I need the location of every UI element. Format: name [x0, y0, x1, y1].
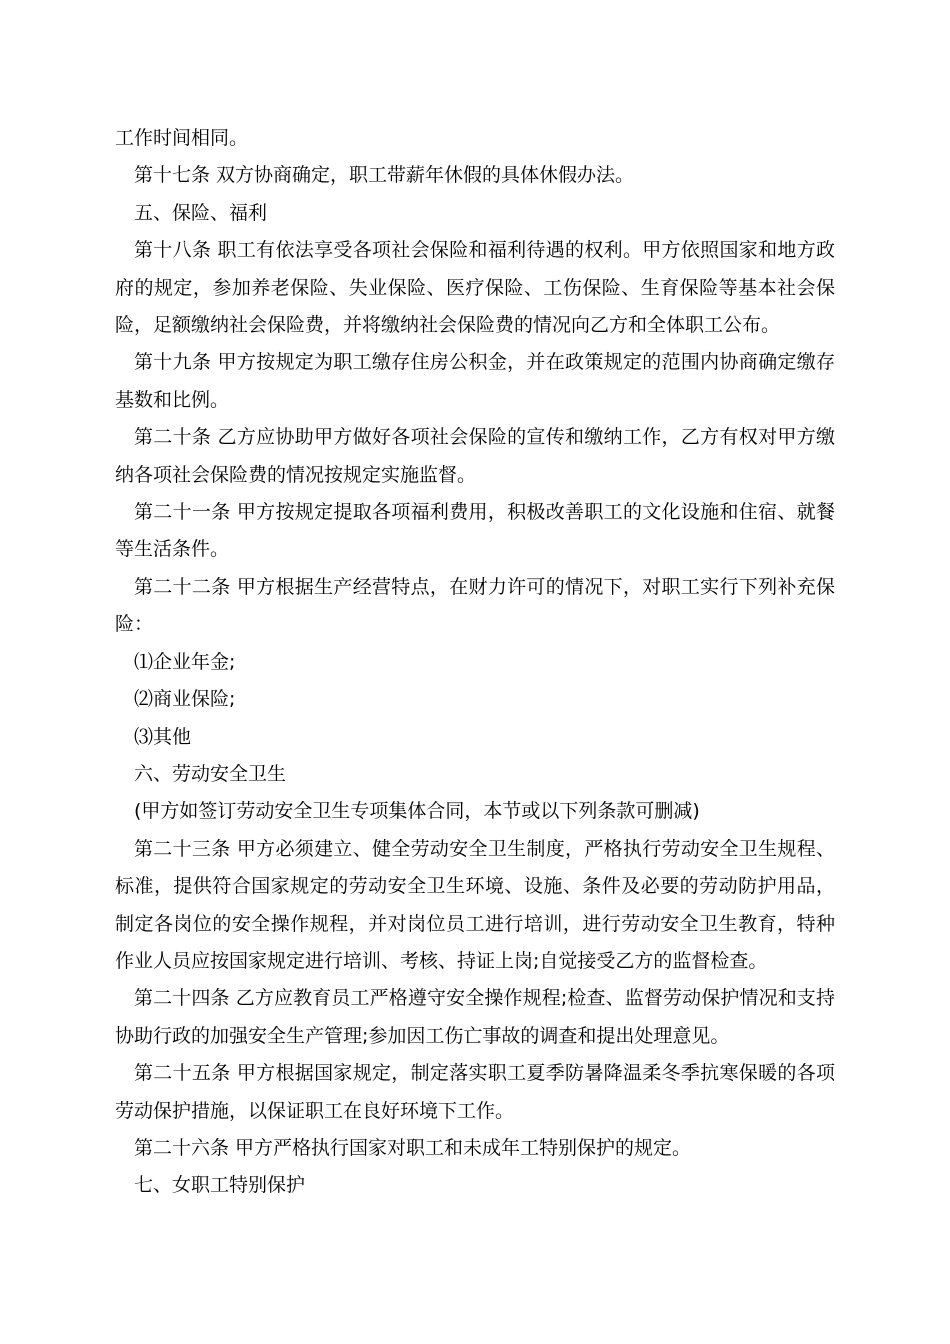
- list-item-1: ⑴企业年金;: [134, 650, 236, 673]
- article-18: 第十八条 职工有依法享受各项社会保险和福利待遇的权利。甲方依照国家和地方政府的规定，参加养老保险、失业保险、医疗保险、工伤保险、生育保险等基本社会保险，足额缴纳社会保险费，并将缴纳社会保险费的情况向乙方和全体职工公布。: [115, 239, 835, 337]
- article-25: 第二十五条 甲方根据国家规定，制定落实职工夏季防暑降温柔冬季抗寒保暖的各项劳动保护措施，以保证职工在良好环境下工作。: [115, 1062, 835, 1122]
- article-26: 第二十六条 甲方严格执行国家对职工和未成年工特别保护的规定。: [134, 1136, 692, 1159]
- section-note: (甲方如签订劳动安全卫生专项集体合同，本节或以下列条款可删减): [134, 800, 700, 823]
- paragraph-continuation: 工作时间相同。: [115, 127, 249, 149]
- article-19: 第十九条 甲方按规定为职工缴存住房公积金，并在政策规定的范围内协商确定缴存基数和比例。: [115, 351, 835, 411]
- article-22: 第二十二条 甲方根据生产经营特点，在财力许可的情况下，对职工实行下列补充保险：: [115, 575, 835, 636]
- section-heading-labor-safety: 六、劳动安全卫生: [134, 762, 287, 785]
- list-item-3: ⑶其他: [134, 725, 192, 748]
- article-23: 第二十三条 甲方必须建立、健全劳动安全卫生制度，严格执行劳动安全卫生规程、标准，提供符合国家规定的劳动安全卫生环境、设施、条件及必要的劳动防护用品，制定各岗位的安全操作规程，并对岗位员工进行培训，进行劳动安全卫生教育，特种作业人员应按国家规定进行培训、考核、持证上岗;自觉接受乙方的监督检查。: [115, 837, 835, 972]
- section-heading-female-protection: 七、女职工特别保护: [134, 1174, 306, 1197]
- article-17: 第十七条 双方协商确定，职工带薪年休假的具体休假办法。: [134, 164, 635, 187]
- document-body: [115, 120, 835, 1205]
- article-21: 第二十一条 甲方按规定提取各项福利费用，积极改善职工的文化设施和住宿、就餐等生活条件。: [115, 501, 835, 561]
- section-heading-insurance-welfare: 五、保险、福利: [134, 201, 268, 224]
- article-20: 第二十条 乙方应协助甲方做好各项社会保险的宣传和缴纳工作，乙方有权对甲方缴纳各项社会保险费的情况按规定实施监督。: [115, 426, 835, 486]
- list-item-2: ⑵商业保险;: [134, 688, 236, 711]
- article-24: 第二十四条 乙方应教育员工严格遵守安全操作规程;检查、监督劳动保护情况和支持协助行政的加强安全生产管理;参加因工伤亡事故的调查和提出处理意见。: [115, 987, 835, 1047]
